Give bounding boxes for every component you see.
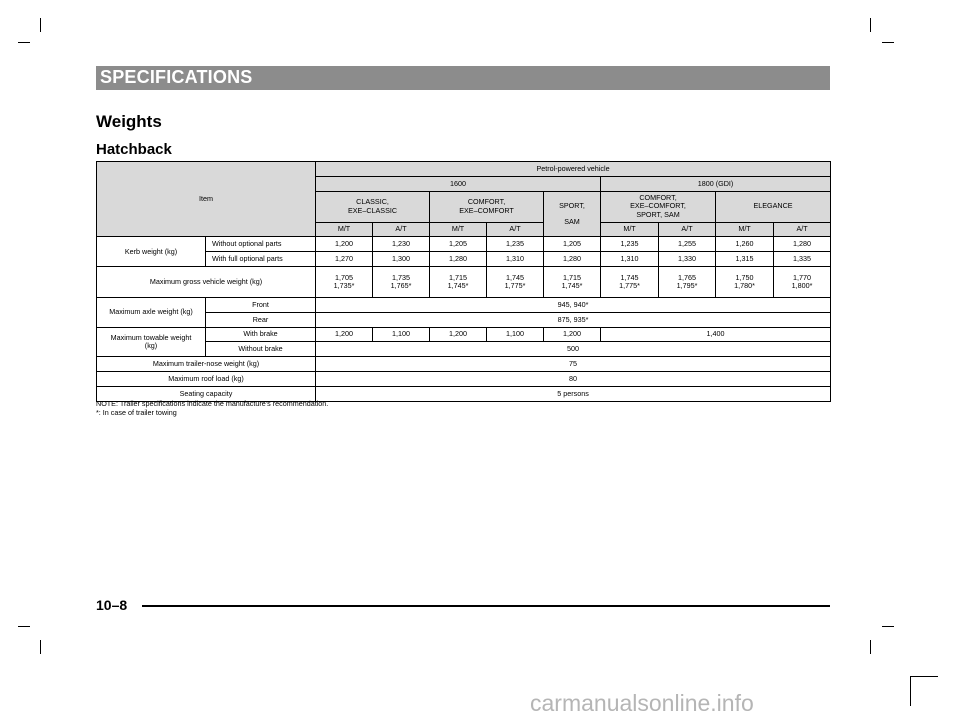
footer-rule — [142, 605, 830, 607]
table-cell: 1,310 — [601, 252, 659, 267]
table-cell: 1,280 — [774, 237, 831, 252]
table-cell: 1,235 — [487, 237, 544, 252]
crop-mark — [882, 42, 894, 43]
crop-mark — [40, 640, 41, 654]
mt-header: M/T — [430, 222, 487, 237]
item-header: Item — [97, 162, 316, 237]
weights-table — [96, 161, 831, 402]
trim-elegance-header: ELEGANCE — [716, 191, 831, 222]
table-cell: 1,765 1,795* — [659, 266, 716, 297]
at-header: A/T — [487, 222, 544, 237]
crop-mark — [910, 676, 938, 677]
page-number: 10–8 — [96, 597, 128, 613]
trim-sport-header: SPORT, SAM — [544, 191, 601, 237]
table-cell: 1,745 1,775* — [601, 266, 659, 297]
front-label: Front — [206, 297, 316, 312]
trailer-nose-label: Maximum trailer-nose weight (kg) — [97, 357, 316, 372]
table-cell: 1,200 — [316, 237, 373, 252]
table-cell: 1,745 1,775* — [487, 266, 544, 297]
at-header: A/T — [774, 222, 831, 237]
crop-mark — [870, 640, 871, 654]
table-row — [97, 297, 831, 312]
table-cell: 1,205 — [544, 237, 601, 252]
table-cell: 1,310 — [487, 252, 544, 267]
table-cell: 1,100 — [373, 327, 430, 342]
table-row — [97, 371, 831, 386]
without-brake-value: 500 — [316, 342, 831, 357]
petrol-header: Petrol-powered vehicle — [316, 162, 831, 177]
page-subtitle: Hatchback — [96, 141, 172, 158]
front-value: 945, 940* — [316, 297, 831, 312]
table-cell: 1,705 1,735* — [316, 266, 373, 297]
seating-value: 5 persons — [316, 386, 831, 401]
mt-header: M/T — [716, 222, 774, 237]
rear-value: 875, 935* — [316, 312, 831, 327]
with-brake-label: With brake — [206, 327, 316, 342]
note-line: *: In case of trailer towing — [96, 408, 177, 417]
trim-classic-header: CLASSIC, EXE–CLASSIC — [316, 191, 430, 222]
crop-mark — [870, 18, 871, 32]
table-cell: 1,315 — [716, 252, 774, 267]
kerb-with-label: With full optional parts — [206, 252, 316, 267]
table-cell: 1,235 — [601, 237, 659, 252]
towable-weight-label: Maximum towable weight (kg) — [97, 327, 206, 357]
table-cell: 1,770 1,800* — [774, 266, 831, 297]
table-row — [97, 312, 831, 327]
table-cell: 1,230 — [373, 237, 430, 252]
trim-comfort-1800-header: COMFORT, EXE–COMFORT, SPORT, SAM — [601, 191, 716, 222]
table-cell: 1,280 — [544, 252, 601, 267]
table-cell: 1,330 — [659, 252, 716, 267]
crop-mark — [18, 626, 30, 627]
table-cell: 1,255 — [659, 237, 716, 252]
table-row — [97, 357, 831, 372]
table-cell: 1,200 — [544, 327, 601, 342]
kerb-weight-label: Kerb weight (kg) — [97, 237, 206, 267]
notes — [96, 399, 328, 417]
table-cell: 1,735 1,765* — [373, 266, 430, 297]
note-line: NOTE: Trailer specifications indicate the manufacture's recommendation. — [96, 399, 329, 408]
table-cell: 1,715 1,745* — [544, 266, 601, 297]
kerb-without-label: Without optional parts — [206, 237, 316, 252]
table-cell: 1,750 1,780* — [716, 266, 774, 297]
engine-1600-header: 1600 — [316, 176, 601, 191]
crop-mark — [18, 42, 30, 43]
table-row — [97, 327, 831, 342]
table-cell: 1,335 — [774, 252, 831, 267]
rear-label: Rear — [206, 312, 316, 327]
crop-mark — [910, 676, 911, 706]
trim-comfort-header: COMFORT, EXE–COMFORT — [430, 191, 544, 222]
axle-weight-label: Maximum axle weight (kg) — [97, 297, 206, 327]
watermark: carmanualsonline.info — [530, 690, 754, 716]
crop-mark — [882, 626, 894, 627]
roof-load-label: Maximum roof load (kg) — [97, 371, 316, 386]
page-title: Weights — [96, 112, 162, 131]
table-row — [97, 252, 831, 267]
table-row — [97, 162, 831, 177]
section-header-bar — [96, 66, 830, 90]
table-cell: 1,200 — [316, 327, 373, 342]
table-row — [97, 342, 831, 357]
crop-mark — [40, 18, 41, 32]
mt-header: M/T — [601, 222, 659, 237]
table-cell: 1,300 — [373, 252, 430, 267]
at-header: A/T — [373, 222, 430, 237]
with-brake-1800-value: 1,400 — [601, 327, 831, 342]
mt-header: M/T — [316, 222, 373, 237]
roof-load-value: 80 — [316, 371, 831, 386]
at-header: A/T — [659, 222, 716, 237]
trailer-nose-value: 75 — [316, 357, 831, 372]
seating-label: Seating capacity — [97, 386, 316, 401]
table-cell: 1,200 — [430, 327, 487, 342]
table-cell: 1,280 — [430, 252, 487, 267]
table-cell: 1,100 — [487, 327, 544, 342]
section-title: SPECIFICATIONS — [100, 67, 253, 87]
gross-weight-label: Maximum gross vehicle weight (kg) — [97, 266, 316, 297]
table-row — [97, 266, 831, 297]
table-row — [97, 237, 831, 252]
table-cell: 1,260 — [716, 237, 774, 252]
without-brake-label: Without brake — [206, 342, 316, 357]
table-cell: 1,205 — [430, 237, 487, 252]
table-cell: 1,715 1,745* — [430, 266, 487, 297]
engine-1800-header: 1800 (GDI) — [601, 176, 831, 191]
table-cell: 1,270 — [316, 252, 373, 267]
